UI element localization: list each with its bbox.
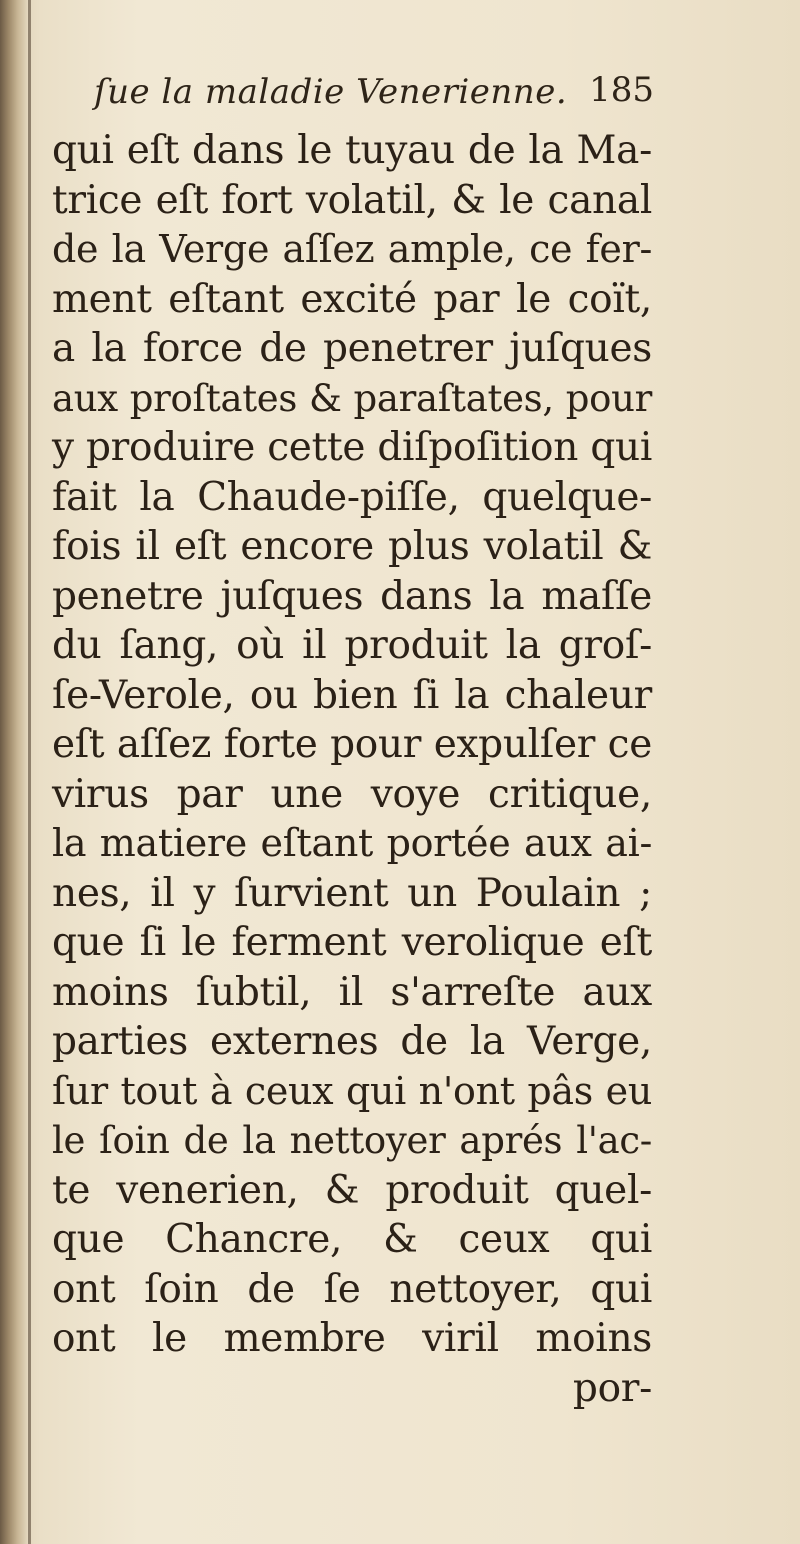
text-line: nes, il y ſurvient un Poulain ;: [52, 870, 652, 916]
text-line: de la Verge aſſez ample, ce fer-: [52, 227, 652, 271]
text-line: penetre juſques dans la maſſe: [52, 573, 652, 619]
text-line: fois il eſt encore plus volatil &: [52, 524, 652, 569]
page-number: 185: [589, 70, 654, 110]
text-line: moins ſubtil, il s'arreſte aux: [52, 969, 652, 1015]
text-line: a la force de penetrer juſques: [52, 326, 652, 371]
text-line: du ſang, où il produit la groſ-: [52, 623, 652, 668]
page-edge-rule: [28, 0, 31, 1544]
text-line: ont ſoin de ſe nettoyer, qui: [52, 1266, 652, 1312]
text-line: virus par une voye critique,: [52, 771, 652, 817]
text-line: y produire cette diſpoſition qui: [52, 425, 652, 470]
text-line: trice eſt fort volatil, & le canal: [52, 177, 652, 223]
text-line: ment eſtant excité par le coït,: [52, 276, 652, 322]
text-line: le ſoin de la nettoyer aprés l'ac-: [52, 1119, 652, 1162]
text-line: que Chancre, & ceux qui: [52, 1217, 652, 1262]
text-line: qui eſt dans le tuyau de la Ma-: [52, 128, 652, 173]
page-header: [94, 66, 654, 116]
text-line: que ſi le ferment verolique eſt: [52, 920, 652, 965]
catchword: por-: [572, 1365, 652, 1411]
text-line: eſt aſſez forte pour expulſer ce: [52, 722, 652, 767]
text-line: parties externes de la Verge,: [52, 1019, 652, 1064]
binding-gutter: [0, 0, 28, 1544]
text-line: te venerien, & produit quel-: [52, 1167, 652, 1213]
running-title: ſue la maladie Venerienne.: [94, 72, 568, 112]
body-text: [52, 126, 652, 1413]
text-line: la matiere eſtant portée aux ai-: [52, 821, 652, 865]
text-line: ſur tout à ceux qui n'ont pâs eu: [52, 1068, 652, 1113]
text-line: ont le membre viril moins: [52, 1316, 652, 1361]
text-line: fait la Chaude-piſſe, quelque-: [52, 474, 652, 520]
text-line: aux proſtates & paraſtates, pour: [52, 376, 652, 420]
text-line: ſe-Verole, ou bien ſi la chaleur: [52, 672, 652, 718]
